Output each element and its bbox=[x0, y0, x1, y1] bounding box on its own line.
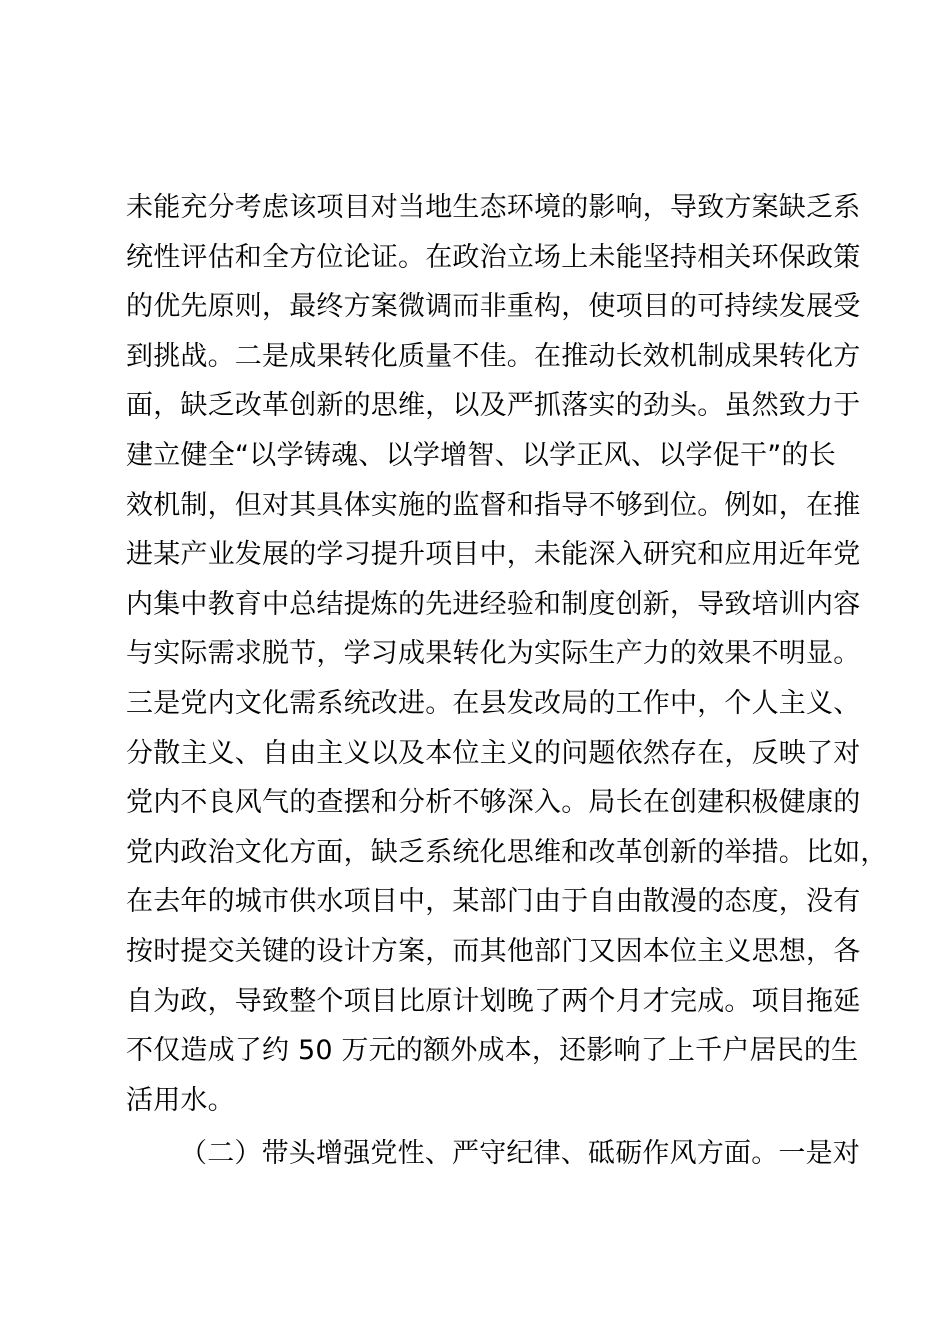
text-line: 活用水。 bbox=[126, 1084, 235, 1116]
text-line: 三是党内文化需系统改进。在县发改局的工作中，个人主义、 bbox=[126, 687, 861, 719]
text-line: 效机制，但对其具体实施的监督和指导不够到位。例如，在推 bbox=[126, 489, 861, 521]
text-line: 的优先原则，最终方案微调而非重构，使项目的可持续发展受 bbox=[126, 291, 861, 323]
text-line: 党内不良风气的查摆和分析不够深入。局长在创建积极健康的 bbox=[126, 787, 861, 819]
text-line: 分散主义、自由主义以及本位主义的问题依然存在，反映了对 bbox=[126, 737, 861, 769]
text-line: 在去年的城市供水项目中，某部门由于自由散漫的态度，没有 bbox=[126, 886, 861, 918]
text-line: 自为政，导致整个项目比原计划晚了两个月才完成。项目拖延 bbox=[126, 985, 861, 1017]
text-line: 面，缺乏改革创新的思维，以及严抓落实的劲头。虽然致力于 bbox=[126, 390, 861, 422]
section-heading: （二）带头增强党性、严守纪律、砥砺作风方面。一是对 bbox=[180, 1138, 860, 1170]
text-line: 到挑战。二是成果转化质量不佳。在推动长效机制成果转化方 bbox=[126, 340, 861, 372]
text-line: 党内政治文化方面，缺乏系统化思维和改革创新的举措。比如， bbox=[126, 836, 888, 868]
text-line: 进某产业发展的学习提升项目中，未能深入研究和应用近年党 bbox=[126, 539, 861, 571]
text-line: 未能充分考虑该项目对当地生态环境的影响，导致方案缺乏系 bbox=[126, 192, 861, 223]
text-line: 与实际需求脱节，学习成果转化为实际生产力的效果不明显。 bbox=[126, 638, 861, 670]
text-line: 统性评估和全方位论证。在政治立场上未能坚持相关环保政策 bbox=[126, 241, 861, 273]
text-line: 内集中教育中总结提炼的先进经验和制度创新，导致培训内容 bbox=[126, 588, 861, 620]
text-line: 不仅造成了约 50 万元的额外成本，还影响了上千户居民的生 bbox=[126, 1035, 859, 1067]
body-text bbox=[126, 183, 888, 1179]
text-line: 建立健全“以学铸魂、以学增智、以学正风、以学促干”的长 bbox=[126, 439, 836, 471]
text-line: 按时提交关键的设计方案，而其他部门又因本位主义思想，各 bbox=[126, 935, 861, 967]
